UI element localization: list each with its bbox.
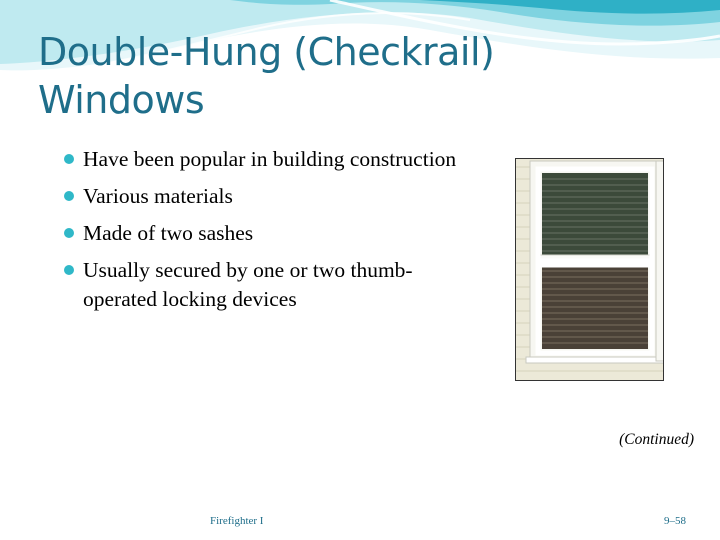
bullet-dot-icon: [64, 154, 74, 164]
window-illustration: [516, 159, 664, 381]
bullet-item: [62, 182, 482, 211]
slide-title-line-1: Double-Hung (Checkrail): [38, 30, 495, 74]
slide-title-line-2: Windows: [38, 78, 205, 122]
bullet-dot-icon: [64, 228, 74, 238]
footer-page-number: 9–58: [664, 515, 686, 527]
continued-note: (Continued): [619, 431, 694, 448]
slide-title: [38, 28, 598, 124]
bullet-dot-icon: [64, 265, 74, 275]
footer-course-label: Firefighter I: [210, 515, 264, 527]
bullet-item: [62, 145, 482, 174]
bullet-item: [62, 219, 482, 248]
double-hung-window-photo: [515, 158, 664, 381]
bullet-dot-icon: [64, 191, 74, 201]
bullet-text: Have been popular in building construction: [83, 147, 457, 171]
bullet-text: Made of two sashes: [83, 221, 254, 245]
bullet-item: [62, 256, 482, 314]
bullet-list: [62, 145, 482, 322]
bullet-text: Various materials: [83, 184, 233, 208]
bullet-text: Usually secured by one or two thumb-operated locking devices: [83, 258, 413, 311]
